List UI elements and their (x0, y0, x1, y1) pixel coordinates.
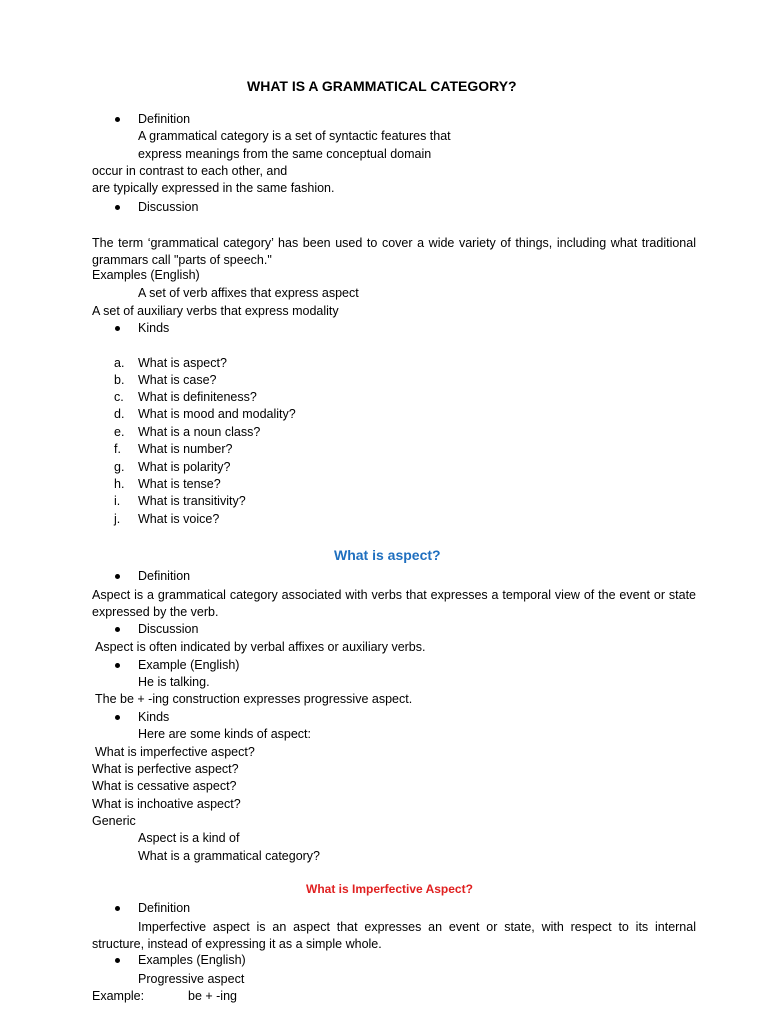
list-item-letter: e. (114, 425, 125, 439)
list-item: What is tense? (138, 477, 221, 491)
definition-label: Definition (138, 112, 191, 126)
bullet (115, 205, 120, 210)
discussion-paragraph: The term ‘grammatical category’ has been used to cover a wide variety of things, including what traditional grammars call "parts of speech." (92, 236, 696, 267)
section-heading: What is Imperfective Aspect? (306, 882, 473, 896)
example-item: A set of verb affixes that express aspect (138, 286, 359, 300)
generic-line: Aspect is a kind of (138, 831, 240, 845)
list-item-letter: h. (114, 477, 125, 491)
bullet (115, 627, 120, 632)
example-note: The be + -ing construction expresses progressive aspect. (95, 692, 413, 706)
list-item: What is mood and modality? (138, 407, 296, 421)
definition-line: occur in contrast to each other, and (92, 164, 288, 178)
example-item: A set of auxiliary verbs that express modality (92, 304, 339, 318)
list-item-letter: j. (114, 512, 121, 526)
example-label: Example: (92, 989, 145, 1003)
bullet (115, 958, 120, 963)
list-item-letter: c. (114, 390, 124, 404)
list-item-letter: g. (114, 460, 125, 474)
list-item-letter: i. (114, 494, 121, 508)
list-item: What is number? (138, 442, 233, 456)
definition-paragraph: Imperfective aspect is an aspect that expresses an event or state, with respect to its internal structure, instead of expressing it as a simple whole. (92, 920, 696, 951)
discussion-label: Discussion (138, 200, 199, 214)
section-heading: What is aspect? (334, 547, 441, 563)
list-item: What is transitivity? (138, 494, 246, 508)
page-title: WHAT IS A GRAMMATICAL CATEGORY? (247, 78, 517, 94)
list-item: What is definiteness? (138, 390, 257, 404)
list-item-letter: f. (114, 442, 121, 456)
list-item-letter: a. (114, 356, 125, 370)
list-item: What is cessative aspect? (92, 779, 237, 793)
example-label: Example (English) (138, 658, 240, 672)
kinds-label: Kinds (138, 321, 170, 335)
discussion-label: Discussion (138, 622, 199, 636)
example-value: be + -ing (188, 989, 237, 1003)
bullet (115, 574, 120, 579)
discussion-text: Aspect is often indicated by verbal affixes or auxiliary verbs. (95, 640, 426, 654)
progressive-label: Progressive aspect (138, 972, 245, 986)
example-sentence: He is talking. (138, 675, 210, 689)
definition-line: A grammatical category is a set of syntactic features that (138, 129, 451, 143)
list-item: What is imperfective aspect? (95, 745, 255, 759)
definition-label: Definition (138, 569, 191, 583)
generic-label: Generic (92, 814, 136, 828)
list-item: What is polarity? (138, 460, 231, 474)
list-item: What is aspect? (138, 356, 227, 370)
list-item: What is a noun class? (138, 425, 261, 439)
bullet (115, 906, 120, 911)
list-item: What is inchoative aspect? (92, 797, 241, 811)
kinds-intro: Here are some kinds of aspect: (138, 727, 311, 741)
definition-line: are typically expressed in the same fashion. (92, 181, 335, 195)
bullet (115, 117, 120, 122)
bullet (115, 326, 120, 331)
bullet (115, 715, 120, 720)
list-item-letter: b. (114, 373, 125, 387)
list-item: What is perfective aspect? (92, 762, 239, 776)
bullet (115, 663, 120, 668)
list-item: What is voice? (138, 512, 220, 526)
definition-label: Definition (138, 901, 191, 915)
examples-label: Examples (English) (138, 953, 246, 967)
generic-line: What is a grammatical category? (138, 849, 321, 863)
definition-line: express meanings from the same conceptual domain (138, 147, 432, 161)
definition-paragraph: Aspect is a grammatical category associated with verbs that expresses a temporal view of the event or state expressed by the verb. (92, 588, 696, 619)
list-item-letter: d. (114, 407, 125, 421)
list-item: What is case? (138, 373, 217, 387)
kinds-label: Kinds (138, 710, 170, 724)
examples-label: Examples (English) (92, 268, 200, 282)
